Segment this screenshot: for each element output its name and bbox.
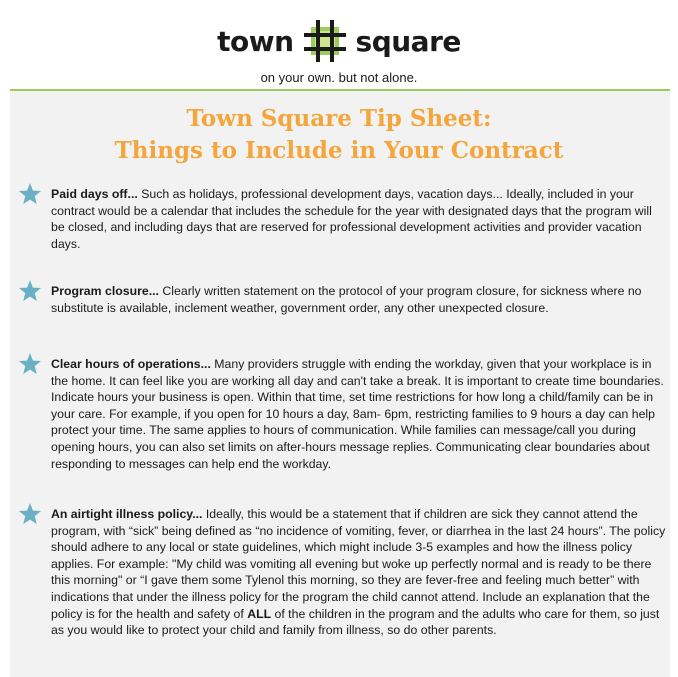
tip-text: [51, 283, 666, 316]
title-line-1: Town Square Tip Sheet:: [186, 105, 492, 132]
star-icon: [18, 279, 42, 303]
tip-body: Clearly written statement on the protocol of your program closure, for sickness where no substitute is available, inclement weather, government order, any other unexpected closure.: [51, 284, 642, 315]
tip-lead: Clear hours of operations...: [51, 357, 211, 371]
tagline: on your own. but not alone.: [260, 70, 418, 85]
town-square-logo-icon: [302, 18, 348, 64]
tip-emphasis: ALL: [247, 606, 272, 621]
logo-word-square: square: [355, 24, 461, 58]
tip-lead: Program closure...: [51, 284, 159, 298]
page-title: [0, 103, 678, 167]
tip-body: Ideally, this would be a statement that if children are sick they cannot attend the program, with “sick” being defined as “no incidence of vomiting, fever, or diarrhea in the last 24 hours”. The policy should adhere to any local or state guidelines, which might include 3-5 examples and how the illness policy applies. For example: "My child was vomiting all evening but woke up perfectly normal and is ready to be there this morning" or “I gave them some Tylenol this morning, so they are fever-free and feeling much better” with indications that under the illness policy for the program the child cannot attend. Include an explanation that the policy is for the health and safety of: [51, 507, 666, 621]
tip-text: [51, 186, 666, 252]
star-icon: [18, 182, 42, 206]
tip-text: [51, 356, 666, 472]
star-icon: [18, 502, 42, 526]
header: [0, 0, 678, 90]
tip-body-end: of the children in the program and the adults who care for them, so just as you would like to protect your child and family from illness, so do other parents.: [51, 606, 660, 638]
logo-word-town: town: [217, 24, 294, 58]
tip-lead: Paid days off...: [51, 187, 138, 201]
tip-text: [51, 506, 666, 639]
logo: [0, 18, 678, 64]
tip-lead: An airtight illness policy...: [51, 507, 203, 521]
tip-body: Many providers struggle with ending the workday, given that your workplace is in the home. It can feel like you are working all day and can't take a break. It is important to create time boundaries. Indicate hours your business is open. Within that time, set time restrictions for how long a child/family can be in your care. For example, if you open for 10 hours a day, 8am- 6pm, restricting families to 9 hours a day can help protect your time. The same applies to hours of communication. While families can message/call you during opening hours, you can also set limits on after-hours message replies. Communicating clear boundaries about responding to messages can help end the workday.: [51, 357, 664, 471]
title-line-2: Things to Include in Your Contract: [114, 137, 564, 164]
tip-body: Such as holidays, professional development days, vacation days... Ideally, included in your contract would be a calendar that includes the schedule for the year with designated days that the program will be closed, and including days that are reserved for professional development activities and provider vacation days.: [51, 187, 652, 251]
star-icon: [18, 352, 42, 376]
